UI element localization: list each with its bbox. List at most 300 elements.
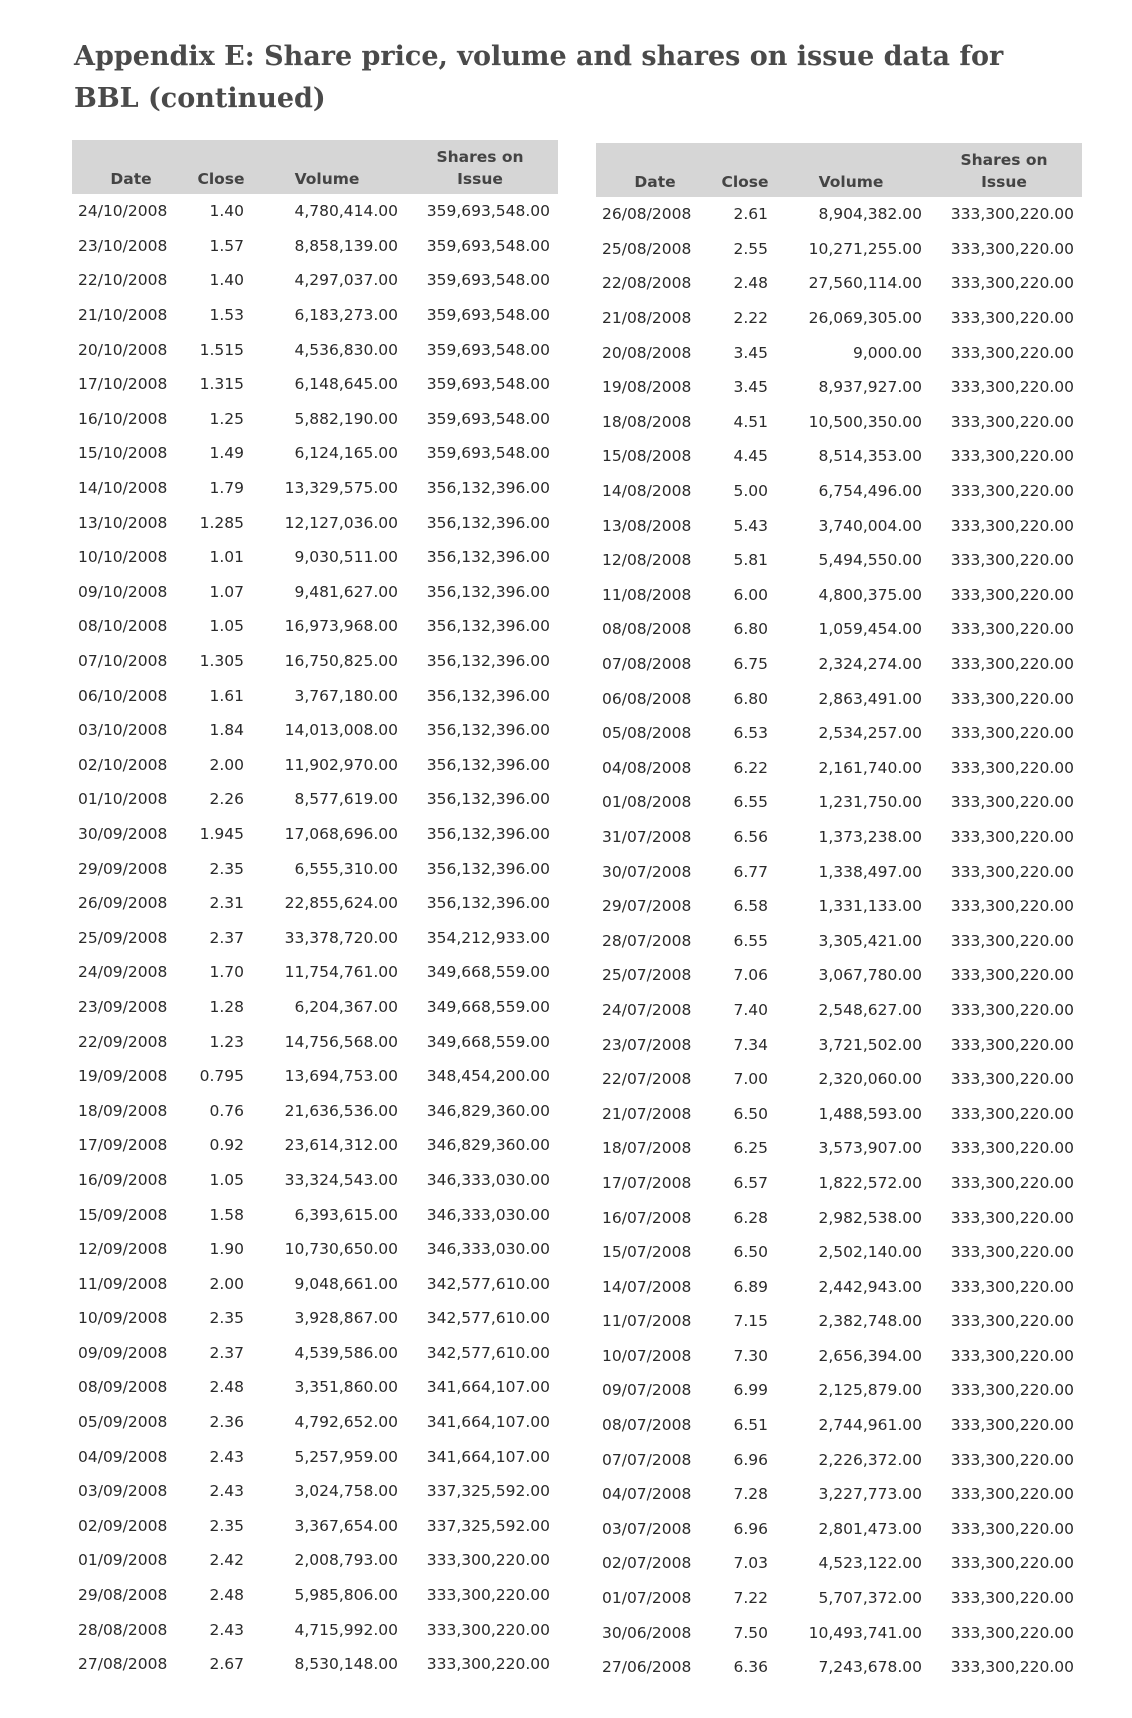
cell-shares-on-issue: 333,300,220.00	[950, 1589, 1074, 1608]
cell-volume: 1,373,238.00	[818, 827, 922, 846]
cell-volume: 5,985,806.00	[294, 1586, 398, 1605]
cell-volume: 8,937,927.00	[818, 378, 922, 397]
table-row	[72, 920, 558, 955]
cell-shares-on-issue: 359,693,548.00	[426, 236, 550, 255]
table-row	[72, 263, 558, 298]
header-shares-line2: Issue	[457, 170, 503, 188]
cell-shares-on-issue: 359,693,548.00	[426, 271, 550, 290]
table-row	[72, 1336, 558, 1371]
cell-close: 0.76	[209, 1101, 244, 1120]
cell-close: 6.50	[733, 1243, 768, 1262]
cell-volume: 6,148,645.00	[294, 375, 398, 394]
cell-shares-on-issue: 333,300,220.00	[950, 966, 1074, 985]
cell-close: 1.05	[209, 1170, 244, 1189]
cell-close: 1.305	[199, 652, 244, 671]
cell-date: 31/07/2008	[602, 827, 692, 846]
cell-volume: 33,378,720.00	[284, 928, 398, 947]
cell-volume: 8,577,619.00	[294, 790, 398, 809]
cell-date: 05/08/2008	[602, 724, 692, 743]
cell-volume: 5,257,959.00	[294, 1447, 398, 1466]
cell-date: 14/07/2008	[602, 1277, 692, 1296]
cell-volume: 11,754,761.00	[284, 963, 398, 982]
cell-close: 6.80	[733, 620, 768, 639]
table-row	[72, 1647, 558, 1682]
cell-volume: 6,555,310.00	[294, 859, 398, 878]
table-row	[596, 1096, 1082, 1131]
cell-close: 1.79	[209, 479, 244, 498]
cell-shares-on-issue: 356,132,396.00	[426, 859, 550, 878]
cell-shares-on-issue: 342,577,610.00	[426, 1309, 550, 1328]
cell-close: 1.40	[209, 271, 244, 290]
table-row	[72, 575, 558, 610]
cell-close: 6.00	[733, 585, 768, 604]
header-shares-line1: Shares on	[436, 148, 524, 166]
cell-close: 6.56	[733, 827, 768, 846]
cell-shares-on-issue: 333,300,220.00	[950, 1485, 1074, 1504]
table-row	[596, 1339, 1082, 1374]
cell-shares-on-issue: 333,300,220.00	[950, 1173, 1074, 1192]
cell-close: 2.42	[209, 1551, 244, 1570]
cell-volume: 3,573,907.00	[818, 1139, 922, 1158]
table-row	[596, 508, 1082, 543]
cell-volume: 33,324,543.00	[284, 1170, 398, 1189]
cell-date: 29/08/2008	[78, 1586, 168, 1605]
cell-close: 1.01	[209, 548, 244, 567]
cell-close: 6.77	[733, 862, 768, 881]
cell-shares-on-issue: 356,132,396.00	[426, 790, 550, 809]
cell-volume: 2,534,257.00	[818, 724, 922, 743]
cell-volume: 9,030,511.00	[294, 548, 398, 567]
cell-shares-on-issue: 333,300,220.00	[950, 897, 1074, 916]
table-row	[596, 266, 1082, 301]
cell-date: 14/10/2008	[78, 479, 168, 498]
cell-shares-on-issue: 333,300,220.00	[950, 343, 1074, 362]
cell-date: 21/10/2008	[78, 306, 168, 325]
cell-date: 17/10/2008	[78, 375, 168, 394]
cell-shares-on-issue: 333,300,220.00	[950, 620, 1074, 639]
cell-volume: 3,067,780.00	[818, 966, 922, 985]
table-row	[596, 1027, 1082, 1062]
table-row	[72, 955, 558, 990]
cell-date: 10/09/2008	[78, 1309, 168, 1328]
table-row	[596, 1304, 1082, 1339]
cell-close: 2.36	[209, 1413, 244, 1432]
cell-volume: 9,481,627.00	[294, 582, 398, 601]
cell-close: 6.96	[733, 1450, 768, 1469]
cell-shares-on-issue: 333,300,220.00	[950, 1104, 1074, 1123]
cell-volume: 3,367,654.00	[294, 1516, 398, 1535]
table-row	[72, 229, 558, 264]
cell-date: 21/07/2008	[602, 1104, 692, 1123]
cell-volume: 2,161,740.00	[818, 758, 922, 777]
table-row	[72, 644, 558, 679]
cell-date: 16/09/2008	[78, 1170, 168, 1189]
cell-close: 1.90	[209, 1240, 244, 1259]
cell-shares-on-issue: 342,577,610.00	[426, 1274, 550, 1293]
page-title: Appendix E: Share price, volume and shares on issue data for BBL (continued)	[74, 41, 1004, 114]
cell-shares-on-issue: 333,300,220.00	[950, 1277, 1074, 1296]
cell-shares-on-issue: 333,300,220.00	[426, 1620, 550, 1639]
cell-close: 2.00	[209, 1274, 244, 1293]
cell-shares-on-issue: 333,300,220.00	[950, 689, 1074, 708]
cell-close: 7.40	[733, 1000, 768, 1019]
cell-date: 22/09/2008	[78, 1032, 168, 1051]
cell-volume: 10,500,350.00	[808, 412, 922, 431]
table-row	[72, 367, 558, 402]
cell-shares-on-issue: 333,300,220.00	[950, 1346, 1074, 1365]
cell-date: 21/08/2008	[602, 309, 692, 328]
cell-close: 2.48	[209, 1586, 244, 1605]
cell-date: 12/08/2008	[602, 551, 692, 570]
cell-close: 1.58	[209, 1205, 244, 1224]
cell-close: 5.00	[733, 482, 768, 501]
cell-shares-on-issue: 359,693,548.00	[426, 202, 550, 221]
cell-date: 03/09/2008	[78, 1482, 168, 1501]
cell-date: 07/10/2008	[78, 652, 168, 671]
cell-volume: 2,863,491.00	[818, 689, 922, 708]
cell-close: 6.36	[733, 1658, 768, 1677]
cell-close: 6.58	[733, 897, 768, 916]
cell-close: 6.75	[733, 655, 768, 674]
cell-volume: 2,008,793.00	[294, 1551, 398, 1570]
cell-close: 1.40	[209, 202, 244, 221]
cell-date: 16/10/2008	[78, 409, 168, 428]
cell-date: 19/08/2008	[602, 378, 692, 397]
cell-shares-on-issue: 333,300,220.00	[950, 862, 1074, 881]
cell-shares-on-issue: 333,300,220.00	[950, 793, 1074, 812]
table-row	[72, 1578, 558, 1613]
cell-volume: 12,127,036.00	[284, 513, 398, 532]
cell-volume: 2,324,274.00	[818, 655, 922, 674]
table-row	[596, 1269, 1082, 1304]
cell-date: 25/09/2008	[78, 928, 168, 947]
cell-shares-on-issue: 333,300,220.00	[950, 378, 1074, 397]
table-row	[72, 851, 558, 886]
cell-date: 11/08/2008	[602, 585, 692, 604]
cell-date: 28/08/2008	[78, 1620, 168, 1639]
cell-date: 02/10/2008	[78, 755, 168, 774]
cell-volume: 11,902,970.00	[284, 755, 398, 774]
header-volume: Volume	[252, 140, 402, 194]
cell-date: 12/09/2008	[78, 1240, 168, 1259]
cell-close: 7.28	[733, 1485, 768, 1504]
cell-date: 18/07/2008	[602, 1139, 692, 1158]
cell-close: 2.48	[209, 1378, 244, 1397]
header-date: Date	[72, 140, 190, 194]
cell-date: 04/08/2008	[602, 758, 692, 777]
cell-volume: 23,614,312.00	[284, 1136, 398, 1155]
table-row	[596, 335, 1082, 370]
cell-volume: 3,305,421.00	[818, 931, 922, 950]
table-row	[72, 1370, 558, 1405]
cell-close: 4.51	[733, 412, 768, 431]
cell-date: 07/07/2008	[602, 1450, 692, 1469]
cell-close: 3.45	[733, 378, 768, 397]
header-shares-line1: Shares on	[960, 151, 1048, 169]
cell-volume: 8,858,139.00	[294, 236, 398, 255]
cell-shares-on-issue: 356,132,396.00	[426, 894, 550, 913]
cell-date: 08/10/2008	[78, 617, 168, 636]
cell-volume: 16,973,968.00	[284, 617, 398, 636]
cell-close: 1.70	[209, 963, 244, 982]
cell-volume: 4,539,586.00	[294, 1343, 398, 1362]
cell-date: 28/07/2008	[602, 931, 692, 950]
cell-close: 7.03	[733, 1554, 768, 1573]
cell-close: 6.50	[733, 1104, 768, 1123]
cell-close: 7.00	[733, 1070, 768, 1089]
table-row	[596, 197, 1082, 232]
cell-volume: 6,204,367.00	[294, 997, 398, 1016]
table-row	[596, 889, 1082, 924]
table-row	[72, 678, 558, 713]
cell-date: 24/09/2008	[78, 963, 168, 982]
cell-date: 05/09/2008	[78, 1413, 168, 1432]
cell-volume: 3,721,502.00	[818, 1035, 922, 1054]
table-row	[596, 1581, 1082, 1616]
cell-date: 15/08/2008	[602, 447, 692, 466]
cell-shares-on-issue: 333,300,220.00	[950, 205, 1074, 224]
cell-shares-on-issue: 333,300,220.00	[950, 274, 1074, 293]
cell-shares-on-issue: 356,132,396.00	[426, 721, 550, 740]
table-row	[596, 1131, 1082, 1166]
cell-shares-on-issue: 333,300,220.00	[950, 655, 1074, 674]
cell-shares-on-issue: 341,664,107.00	[426, 1413, 550, 1432]
cell-shares-on-issue: 346,829,360.00	[426, 1136, 550, 1155]
cell-volume: 10,493,741.00	[808, 1623, 922, 1642]
cell-date: 25/08/2008	[602, 239, 692, 258]
cell-date: 01/08/2008	[602, 793, 692, 812]
cell-volume: 8,904,382.00	[818, 205, 922, 224]
cell-shares-on-issue: 346,333,030.00	[426, 1170, 550, 1189]
cell-close: 1.515	[199, 340, 244, 359]
cell-volume: 2,801,473.00	[818, 1519, 922, 1538]
cell-close: 6.51	[733, 1416, 768, 1435]
table-row	[596, 1200, 1082, 1235]
share-data-table-right	[596, 143, 1082, 1685]
table-row	[72, 402, 558, 437]
cell-volume: 2,982,538.00	[818, 1208, 922, 1227]
cell-close: 1.25	[209, 409, 244, 428]
cell-date: 30/09/2008	[78, 824, 168, 843]
cell-date: 02/07/2008	[602, 1554, 692, 1573]
table-row	[596, 578, 1082, 613]
cell-volume: 5,707,372.00	[818, 1589, 922, 1608]
cell-date: 23/10/2008	[78, 236, 168, 255]
cell-close: 7.34	[733, 1035, 768, 1054]
cell-close: 1.945	[199, 824, 244, 843]
cell-volume: 3,024,758.00	[294, 1482, 398, 1501]
cell-volume: 6,393,615.00	[294, 1205, 398, 1224]
cell-shares-on-issue: 359,693,548.00	[426, 444, 550, 463]
cell-volume: 10,271,255.00	[808, 239, 922, 258]
table-row	[596, 405, 1082, 440]
header-date: Date	[596, 143, 714, 197]
cell-date: 22/10/2008	[78, 271, 168, 290]
table-row	[72, 1509, 558, 1544]
cell-date: 13/10/2008	[78, 513, 168, 532]
cell-shares-on-issue: 356,132,396.00	[426, 824, 550, 843]
table-row	[72, 1163, 558, 1198]
cell-close: 1.05	[209, 617, 244, 636]
cell-shares-on-issue: 346,333,030.00	[426, 1240, 550, 1259]
cell-close: 2.37	[209, 1343, 244, 1362]
table-row	[72, 332, 558, 367]
table-row	[72, 1197, 558, 1232]
cell-close: 1.49	[209, 444, 244, 463]
cell-date: 17/09/2008	[78, 1136, 168, 1155]
cell-date: 15/07/2008	[602, 1243, 692, 1262]
cell-volume: 5,882,190.00	[294, 409, 398, 428]
cell-date: 14/08/2008	[602, 482, 692, 501]
cell-shares-on-issue: 333,300,220.00	[950, 1519, 1074, 1538]
cell-close: 1.285	[199, 513, 244, 532]
table-row	[596, 820, 1082, 855]
cell-shares-on-issue: 333,300,220.00	[950, 1035, 1074, 1054]
cell-shares-on-issue: 333,300,220.00	[426, 1586, 550, 1605]
cell-volume: 27,560,114.00	[808, 274, 922, 293]
cell-volume: 10,730,650.00	[284, 1240, 398, 1259]
cell-date: 22/07/2008	[602, 1070, 692, 1089]
cell-close: 2.43	[209, 1482, 244, 1501]
cell-shares-on-issue: 356,132,396.00	[426, 755, 550, 774]
cell-volume: 4,536,830.00	[294, 340, 398, 359]
cell-volume: 4,297,037.00	[294, 271, 398, 290]
cell-volume: 14,756,568.00	[284, 1032, 398, 1051]
table-row	[596, 681, 1082, 716]
cell-close: 6.53	[733, 724, 768, 743]
cell-volume: 26,069,305.00	[808, 309, 922, 328]
cell-date: 23/09/2008	[78, 997, 168, 1016]
cell-date: 25/07/2008	[602, 966, 692, 985]
table-row	[596, 993, 1082, 1028]
cell-shares-on-issue: 356,132,396.00	[426, 548, 550, 567]
cell-close: 2.31	[209, 894, 244, 913]
cell-close: 7.30	[733, 1346, 768, 1365]
cell-volume: 2,226,372.00	[818, 1450, 922, 1469]
cell-date: 29/09/2008	[78, 859, 168, 878]
cell-volume: 6,124,165.00	[294, 444, 398, 463]
table-row	[72, 540, 558, 575]
cell-date: 22/08/2008	[602, 274, 692, 293]
cell-volume: 3,227,773.00	[818, 1485, 922, 1504]
table-row	[596, 716, 1082, 751]
cell-date: 30/07/2008	[602, 862, 692, 881]
cell-close: 6.25	[733, 1139, 768, 1158]
cell-date: 08/09/2008	[78, 1378, 168, 1397]
cell-shares-on-issue: 359,693,548.00	[426, 306, 550, 325]
table-row	[72, 748, 558, 783]
cell-shares-on-issue: 333,300,220.00	[950, 551, 1074, 570]
table-row	[596, 543, 1082, 578]
cell-close: 2.43	[209, 1620, 244, 1639]
cell-close: 2.43	[209, 1447, 244, 1466]
cell-shares-on-issue: 356,132,396.00	[426, 686, 550, 705]
cell-close: 6.80	[733, 689, 768, 708]
table-row	[72, 990, 558, 1025]
cell-close: 6.96	[733, 1519, 768, 1538]
cell-shares-on-issue: 333,300,220.00	[950, 1070, 1074, 1089]
cell-close: 7.50	[733, 1623, 768, 1642]
cell-date: 09/07/2008	[602, 1381, 692, 1400]
cell-close: 2.67	[209, 1655, 244, 1674]
cell-shares-on-issue: 359,693,548.00	[426, 340, 550, 359]
table-row	[72, 886, 558, 921]
cell-close: 2.55	[733, 239, 768, 258]
table-row	[72, 1059, 558, 1094]
cell-volume: 2,382,748.00	[818, 1312, 922, 1331]
cell-date: 10/07/2008	[602, 1346, 692, 1365]
cell-volume: 1,822,572.00	[818, 1173, 922, 1192]
cell-date: 01/07/2008	[602, 1589, 692, 1608]
table-row	[72, 298, 558, 333]
cell-date: 27/08/2008	[78, 1655, 168, 1674]
header-shares-on-issue	[402, 140, 558, 194]
cell-date: 11/09/2008	[78, 1274, 168, 1293]
table-row	[72, 1128, 558, 1163]
cell-shares-on-issue: 333,300,220.00	[950, 585, 1074, 604]
table-row	[596, 1477, 1082, 1512]
cell-volume: 1,338,497.00	[818, 862, 922, 881]
cell-volume: 9,000.00	[852, 343, 922, 362]
table-row	[72, 1405, 558, 1440]
cell-volume: 2,744,961.00	[818, 1416, 922, 1435]
cell-volume: 2,442,943.00	[818, 1277, 922, 1296]
cell-shares-on-issue: 333,300,220.00	[950, 758, 1074, 777]
cell-date: 08/07/2008	[602, 1416, 692, 1435]
cell-shares-on-issue: 348,454,200.00	[426, 1067, 550, 1086]
cell-date: 15/09/2008	[78, 1205, 168, 1224]
table-row	[596, 370, 1082, 405]
table-row	[72, 1543, 558, 1578]
cell-shares-on-issue: 333,300,220.00	[426, 1655, 550, 1674]
cell-volume: 2,125,879.00	[818, 1381, 922, 1400]
table-row	[72, 782, 558, 817]
cell-date: 24/10/2008	[78, 202, 168, 221]
cell-close: 6.55	[733, 793, 768, 812]
table-row	[72, 1439, 558, 1474]
cell-volume: 4,792,652.00	[294, 1413, 398, 1432]
cell-date: 24/07/2008	[602, 1000, 692, 1019]
cell-close: 5.81	[733, 551, 768, 570]
cell-volume: 1,231,750.00	[818, 793, 922, 812]
cell-date: 18/08/2008	[602, 412, 692, 431]
cell-shares-on-issue: 333,300,220.00	[950, 1623, 1074, 1642]
cell-date: 04/09/2008	[78, 1447, 168, 1466]
cell-shares-on-issue: 356,132,396.00	[426, 582, 550, 601]
table-header-row	[72, 140, 558, 194]
cell-shares-on-issue: 333,300,220.00	[950, 516, 1074, 535]
cell-close: 2.22	[733, 309, 768, 328]
cell-close: 1.28	[209, 997, 244, 1016]
table-row	[72, 713, 558, 748]
cell-date: 19/09/2008	[78, 1067, 168, 1086]
cell-date: 03/07/2008	[602, 1519, 692, 1538]
cell-close: 2.61	[733, 205, 768, 224]
cell-close: 2.48	[733, 274, 768, 293]
cell-shares-on-issue: 349,668,559.00	[426, 963, 550, 982]
cell-close: 2.35	[209, 1516, 244, 1535]
table-row	[596, 439, 1082, 474]
table-row	[596, 1650, 1082, 1685]
cell-close: 1.84	[209, 721, 244, 740]
cell-close: 7.06	[733, 966, 768, 985]
cell-volume: 3,740,004.00	[818, 516, 922, 535]
cell-shares-on-issue: 333,300,220.00	[950, 239, 1074, 258]
cell-shares-on-issue: 333,300,220.00	[950, 412, 1074, 431]
cell-close: 0.795	[199, 1067, 244, 1086]
table-row	[72, 1232, 558, 1267]
table-row	[596, 1512, 1082, 1547]
